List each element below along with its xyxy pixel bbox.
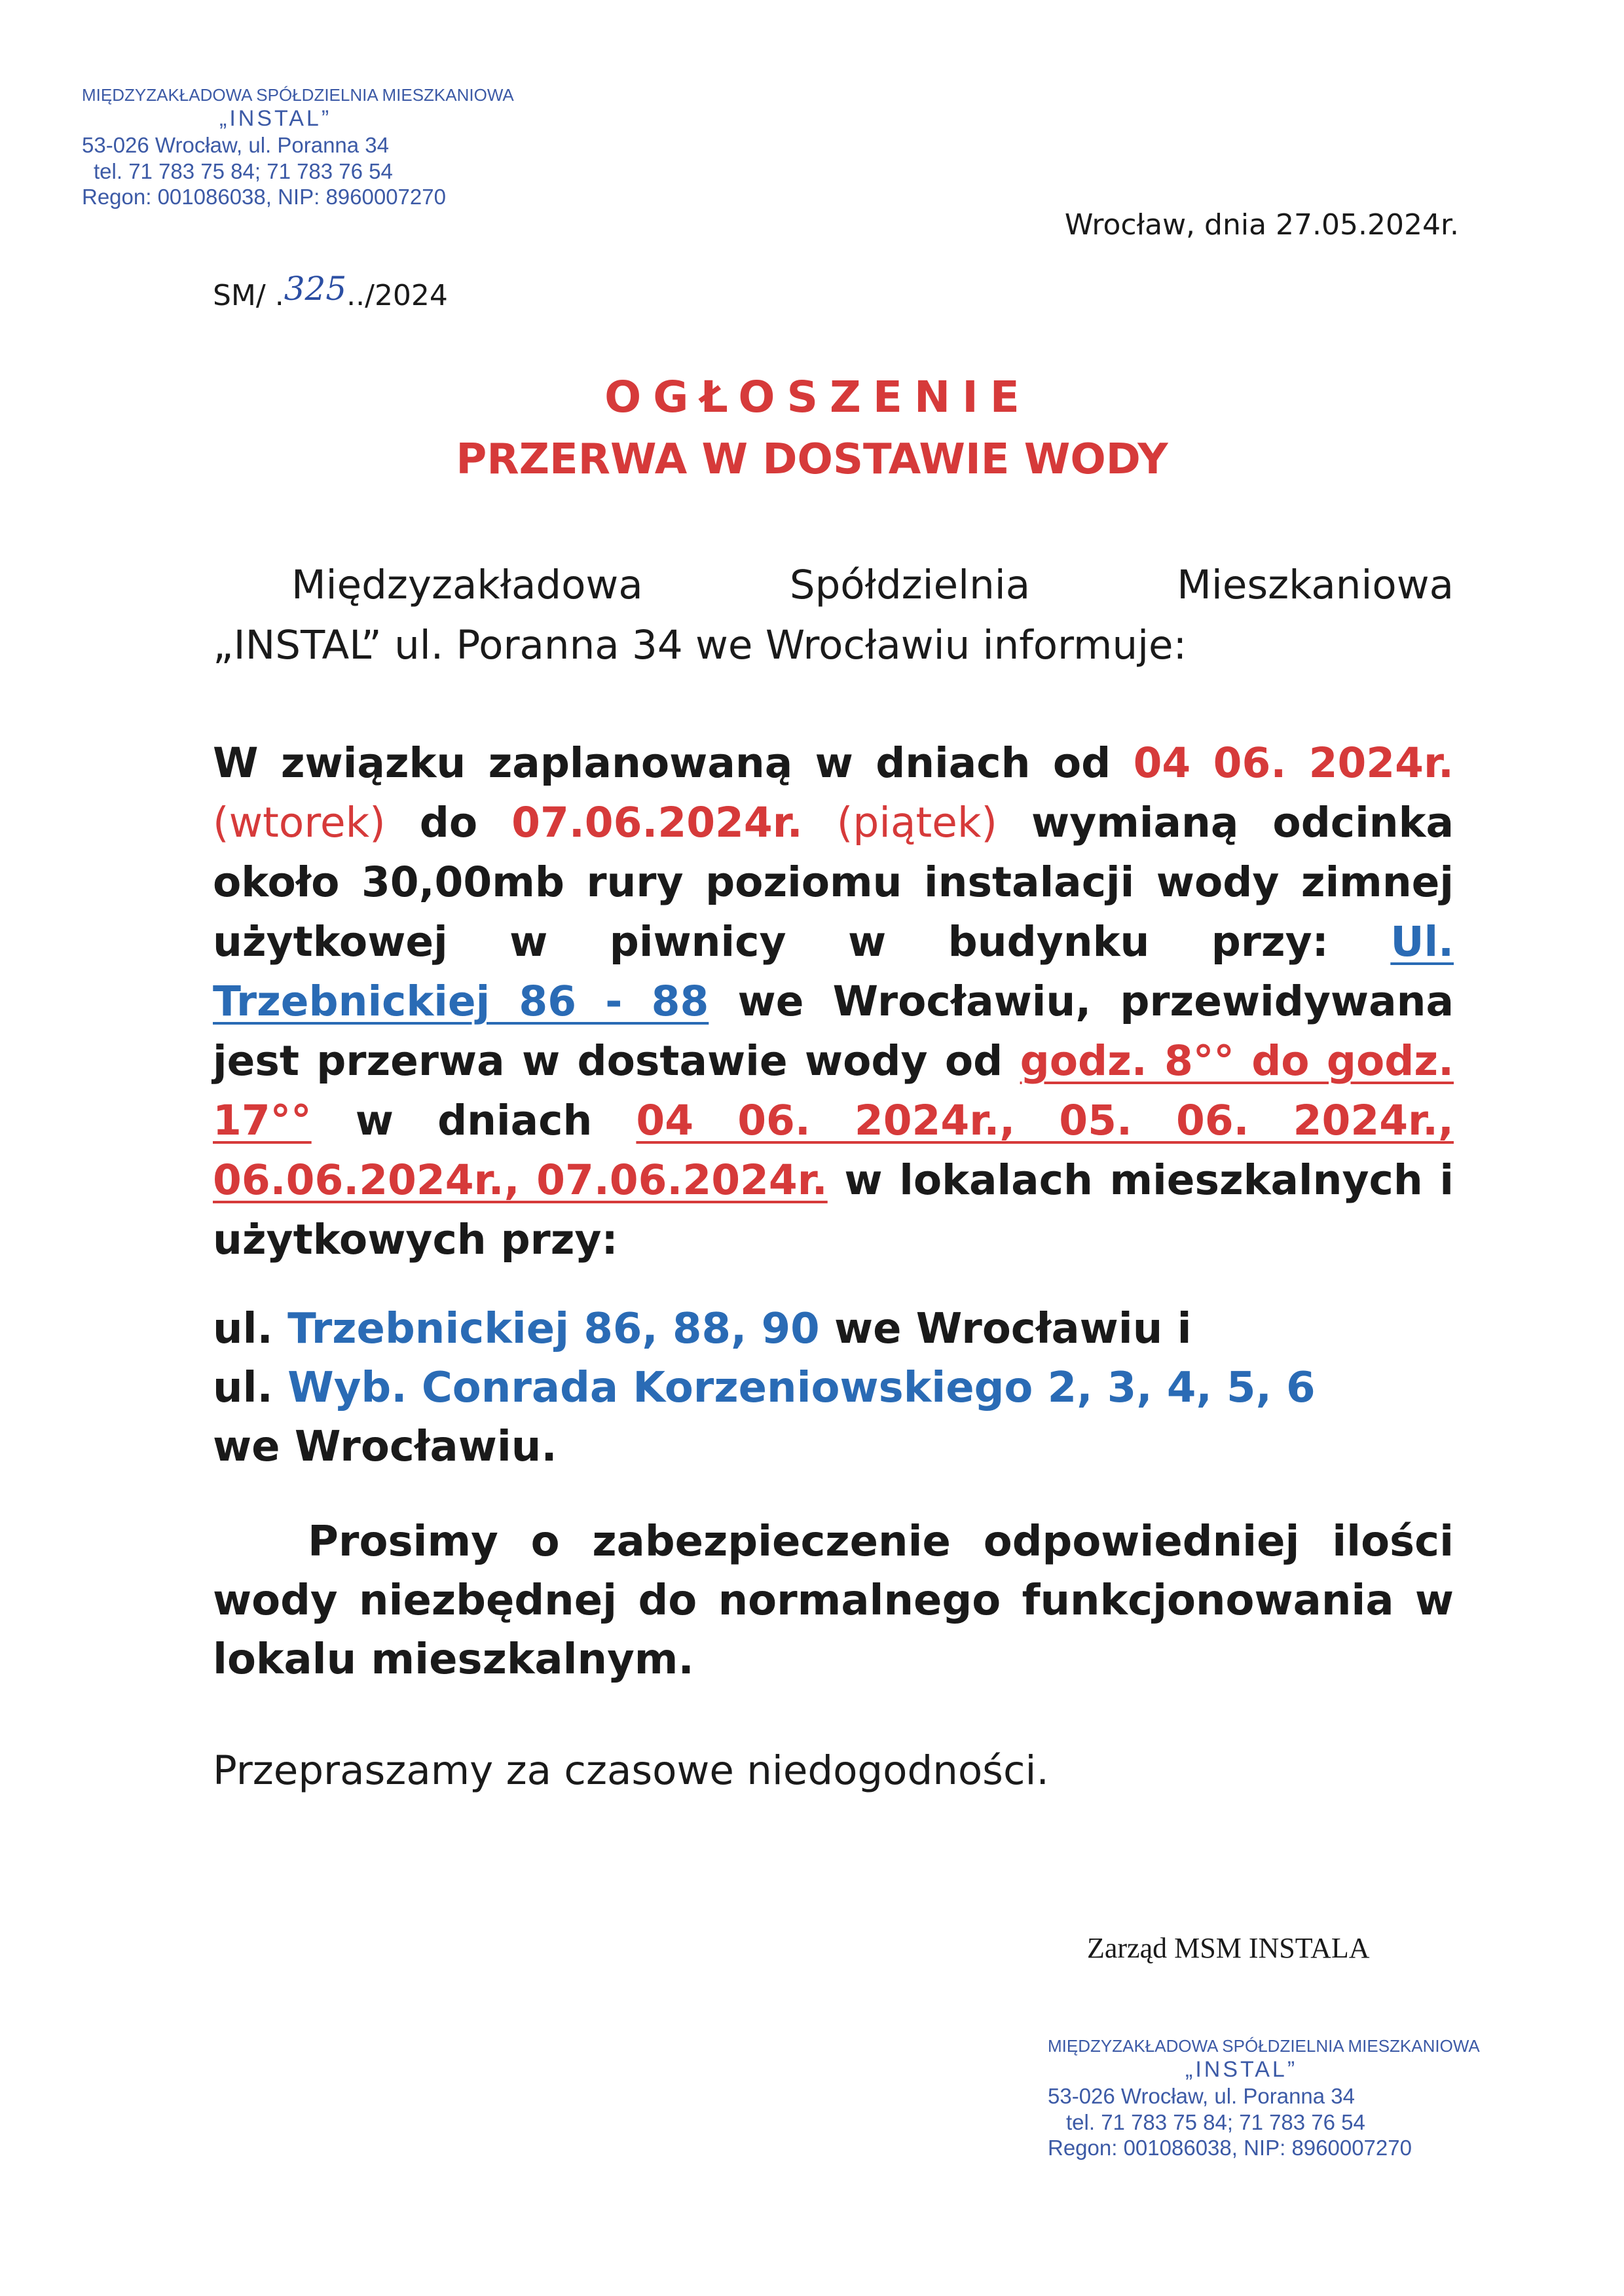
reference-number bbox=[213, 270, 448, 313]
notice-text-3: wymianą odcinka około 30,00mb rury poziomu instalacji wody zimnej użytkowej w piwnicy w budynku przy: bbox=[213, 799, 1454, 966]
notice-text-2: do bbox=[385, 799, 512, 847]
day-to: (piątek) bbox=[836, 799, 997, 847]
stamp-phone: tel. 71 783 75 84; 71 783 76 54 bbox=[94, 158, 393, 183]
address-prefix-2: ul. bbox=[213, 1364, 288, 1412]
day-from: (wtorek) bbox=[213, 799, 386, 847]
intro-word-2: Spółdzielnia bbox=[789, 562, 1031, 608]
stamp-phone: tel. 71 783 75 84; 71 783 76 54 bbox=[1066, 2109, 1365, 2134]
signature: Zarząd MSM INSTALA bbox=[1087, 1932, 1370, 1964]
plea-paragraph: Prosimy o zabezpieczenie odpowiedniej ilości wody niezbędnej do normalnego funkcjonowania w lokalu mieszkalnym. bbox=[213, 1518, 1454, 1684]
stamp-address: 53-026 Wrocław, ul. Poranna 34 bbox=[1048, 2083, 1356, 2108]
ref-prefix: SM/ . bbox=[213, 279, 284, 312]
notice-text-4: we Wrocławiu, przewidywana jest przerwa w dostawie wody od bbox=[213, 977, 1454, 1085]
stamp-ids: Regon: 001086038, NIP: 8960007270 bbox=[82, 185, 446, 210]
notice-paragraph bbox=[213, 733, 1454, 1269]
address-prefix-1: ul. bbox=[213, 1305, 288, 1353]
notice-text-1: W związku zaplanowaną w dniach od bbox=[213, 739, 1134, 787]
apology-text: Przepraszamy za czasowe niedogodności. bbox=[213, 1747, 1049, 1794]
address-line-2 bbox=[213, 1358, 1454, 1417]
notice-text-6: w lokalach mieszkalnych i użytkowych przy: bbox=[213, 1156, 1454, 1264]
page-title: OGŁOSZENIE bbox=[604, 372, 1031, 422]
street-underlined: Ul. Trzebnickiej 86 - 88 bbox=[213, 918, 1454, 1025]
intro-paragraph bbox=[213, 555, 1454, 676]
stamp-org: MIĘDZYZAKŁADOWA SPÓŁDZIELNIA MIESZKANIOWA bbox=[1048, 2036, 1480, 2056]
intro-word-3: Mieszkaniowa bbox=[1177, 562, 1454, 608]
notice-text-5: w dniach bbox=[311, 1097, 637, 1144]
date-to: 07.06.2024r. bbox=[511, 799, 803, 847]
date-from: 04 06. 2024r. bbox=[1133, 739, 1454, 787]
stamp-address: 53-026 Wrocław, ul. Poranna 34 bbox=[82, 132, 390, 157]
affected-addresses bbox=[213, 1300, 1454, 1476]
intro-line-1 bbox=[213, 555, 1454, 615]
stamp-org: MIĘDZYZAKŁADOWA SPÓŁDZIELNIA MIESZKANIOWA bbox=[82, 85, 514, 105]
ref-suffix: ../2024 bbox=[346, 279, 448, 312]
address-line-1 bbox=[213, 1300, 1454, 1358]
address-line-3: we Wrocławiu. bbox=[213, 1423, 557, 1471]
intro-word-1: Międzyzakładowa bbox=[291, 562, 643, 608]
address-suffix-1: we Wrocławiu i bbox=[819, 1305, 1192, 1353]
stamp-name: „INSTAL” bbox=[1185, 2057, 1298, 2083]
dates-underlined: 04 06. 2024r., 05. 06. 2024r., 06.06.2024r., 07.06.2024r. bbox=[213, 1097, 1454, 1204]
address-street-1: Trzebnickiej 86, 88, 90 bbox=[287, 1305, 820, 1353]
hours-underlined: godz. 8°° do godz. 17°° bbox=[213, 1037, 1454, 1144]
intro-line-2: „INSTAL” ul. Poranna 34 we Wrocławiu informuje: bbox=[213, 622, 1187, 668]
address-street-2: Wyb. Conrada Korzeniowskiego 2, 3, 4, 5, 6 bbox=[287, 1364, 1316, 1412]
ref-handwritten-number: 325 bbox=[284, 270, 347, 308]
page-subtitle: PRZERWA W DOSTAWIE WODY bbox=[456, 435, 1168, 484]
stamp-name: „INSTAL” bbox=[219, 106, 332, 132]
stamp-ids: Regon: 001086038, NIP: 8960007270 bbox=[1048, 2136, 1412, 2160]
document-date: Wrocław, dnia 27.05.2024r. bbox=[1064, 208, 1459, 242]
stamp-top bbox=[82, 85, 553, 210]
stamp-bottom bbox=[1048, 2036, 1519, 2161]
